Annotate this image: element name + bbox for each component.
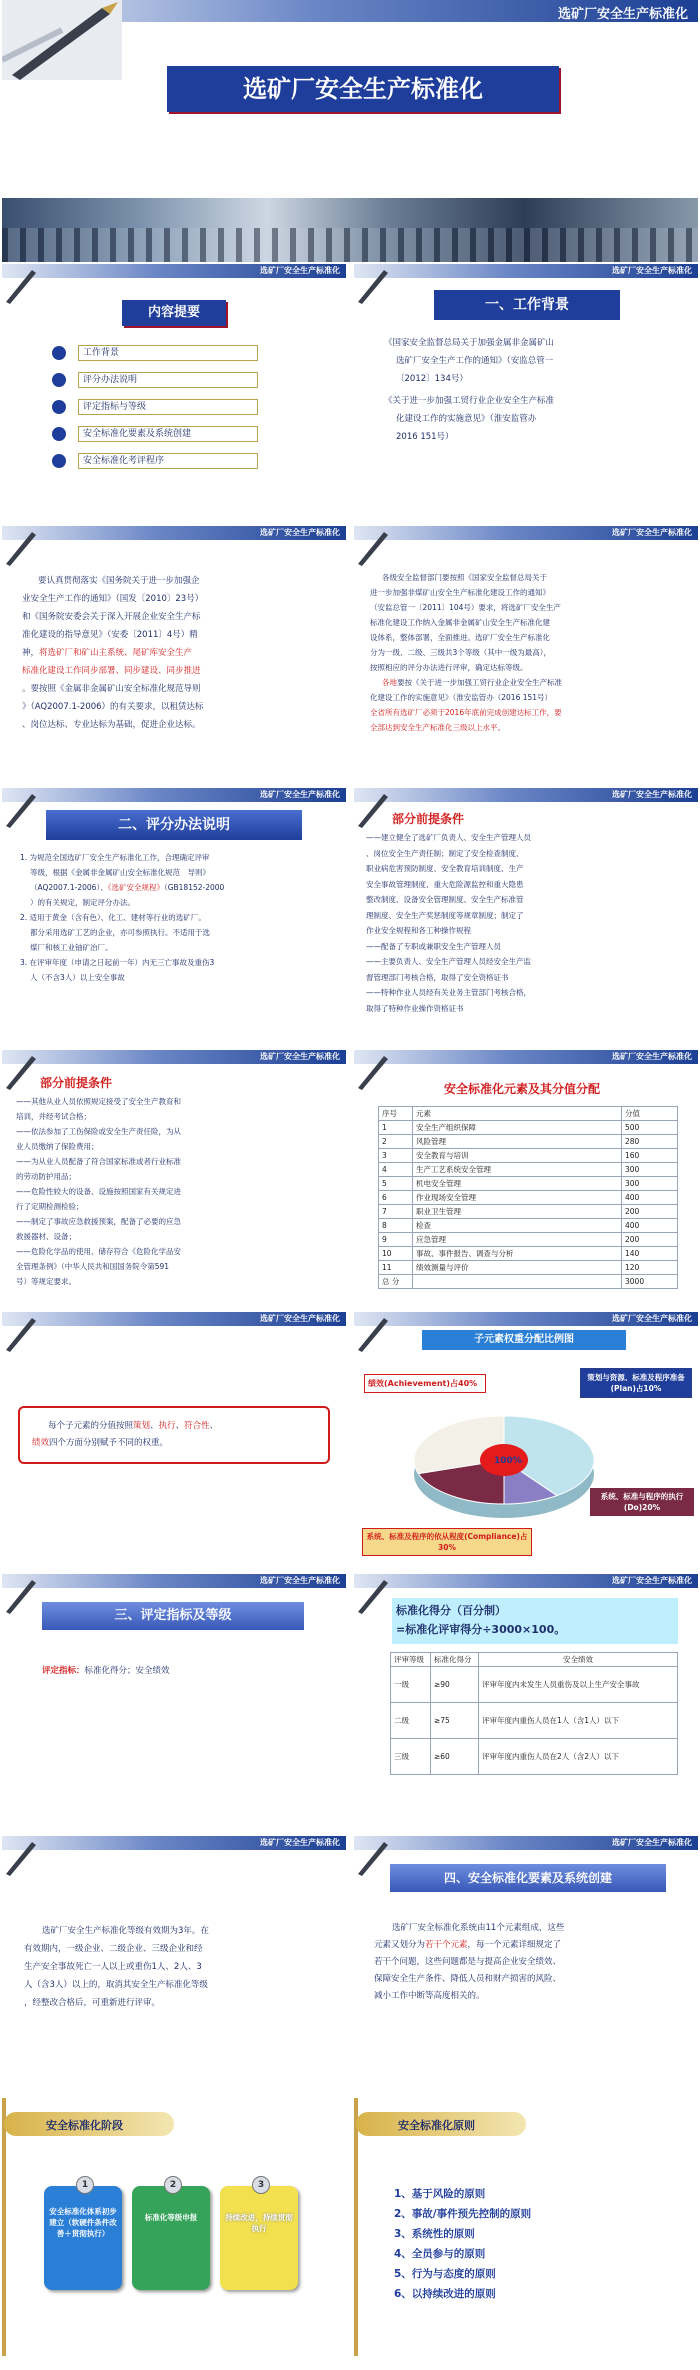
label-compliance: 系统、标准及程序的依从程度(Compliance)占30% [362, 1528, 532, 1556]
text-line: ——危险化学品的使用、储存符合《危险化学品安 [16, 1247, 181, 1256]
slide-principles [354, 2098, 698, 2356]
text-line: 2. 适用于黄金（含有色）、化工、建材等行业的选矿厂。 [20, 913, 206, 922]
text-line: 行了定期检测检验； [16, 1202, 84, 1211]
principle-item: 6、以持续改进的原则 [394, 2288, 496, 2300]
table-cell: 120 [622, 1261, 678, 1275]
table-row [379, 1149, 678, 1163]
pen-icon [354, 1574, 392, 1614]
pen-icon [354, 526, 392, 566]
text-line: 设体系，整体部署，全面推进。选矿厂安全生产标准化 [370, 633, 550, 642]
formula-line-1: 标准化得分（百分制） [396, 1604, 506, 1617]
table-row [379, 1261, 678, 1275]
table-cell: 检查 [413, 1219, 622, 1233]
text-line: 全管理条例》（中华人民共和国国务院令第591 [16, 1262, 170, 1271]
slide-prerequisites-1 [354, 788, 698, 1046]
text-run: 、 [175, 1421, 185, 1431]
text-line: 有效期内，一级企业、二级企业、三级企业和经 [24, 1944, 203, 1954]
text-line: 分为一级、二级、三级共3个等级（其中一级为最高）， [370, 648, 552, 657]
main-title: 选矿厂安全生产标准化 [167, 66, 559, 112]
bullet-icon [52, 346, 66, 360]
text-line: 和《国务院安委会关于深入开展企业安全生产标 [22, 612, 201, 622]
factory-photo-detail [2, 228, 698, 262]
table-cell: 二级 [391, 1703, 431, 1739]
text-run: 、 [150, 1421, 159, 1431]
stage-box-3 [220, 2186, 298, 2290]
text-line: 标准化建设工作纳入金属非金属矿山安全生产标准化建 [370, 618, 550, 627]
slide-scoring [2, 788, 346, 1046]
contents-item [52, 396, 302, 423]
text-run: 、 [209, 1421, 219, 1431]
slide-side-band [2, 2098, 6, 2356]
text-line-highlight: 全省所有选矿厂必须于2016年底前完成创建达标工作，要 [370, 708, 562, 717]
table-total-row [379, 1275, 678, 1289]
contents-item [52, 342, 302, 369]
pen-icon [354, 1836, 392, 1876]
table-cell: ≥90 [431, 1667, 479, 1703]
table-cell: 300 [622, 1163, 678, 1177]
evaluation-text [42, 1664, 322, 1678]
table-cell: 300 [622, 1177, 678, 1191]
slide-weights-chart [354, 1312, 698, 1570]
text-run-highlight: 策划 [133, 1421, 151, 1431]
slide-elements-table [354, 1050, 698, 1308]
stage-text-3: 持续改进，持续贯彻执行 [225, 2213, 293, 2233]
policy-text [370, 570, 692, 735]
text-line: 化建设工作的实施意见》（淮安监管办（2016 151号） [370, 693, 553, 702]
slide-header-title: 选矿厂安全生产标准化 [260, 528, 340, 537]
text-line: 的劳动防护用品； [16, 1172, 76, 1181]
text-line: （安监总管一〔2011〕104号）要求，将选矿厂安全生产 [370, 603, 561, 612]
text-line [22, 626, 334, 644]
text-line: 生产安全事故死亡一人以上或重伤1人、2人、3 [24, 1962, 202, 1972]
slide-grades [354, 1574, 698, 1832]
evaluation-value: 标准化得分；安全绩效 [84, 1666, 170, 1676]
slide-side-band [354, 2098, 358, 2356]
table-row [379, 1163, 678, 1177]
text-run: 神， [22, 648, 40, 658]
text-line [370, 675, 692, 690]
table-cell: 400 [622, 1219, 678, 1233]
grades-formula [392, 1598, 678, 1644]
pen-icon [354, 1050, 392, 1090]
text-line: 、岗位达标、专业达标为基础，促进企业达标。 [22, 720, 201, 730]
stage-number-icon: 2 [164, 2176, 182, 2194]
evaluation-title: 三、评定指标及等级 [42, 1602, 304, 1630]
text-line: ——建立健全了选矿厂负责人、安全生产管理人员 [366, 833, 531, 842]
slide-header-title: 选矿厂安全生产标准化 [557, 7, 688, 22]
table-cell: 400 [622, 1191, 678, 1205]
slide-background [354, 264, 698, 522]
weights-text [32, 1418, 322, 1452]
elements-table [378, 1106, 678, 1289]
table-header: 序号 [379, 1107, 413, 1121]
evaluation-label: 评定指标： [42, 1666, 85, 1676]
text-line: 若干个问题，这些问题都是与提高企业安全绩效、 [374, 1957, 562, 1967]
text-line: 《关于进一步加强工贸行业企业安全生产标准 [384, 396, 555, 406]
pen-icon [354, 264, 392, 304]
text-line-highlight: 全部达到安全生产标准化三级以上水平。 [370, 723, 505, 732]
table-row [379, 1191, 678, 1205]
text-line: 选矿厂安全生产标准化等级有效期为3年。在 [42, 1926, 209, 1936]
bullet-icon [52, 454, 66, 468]
text-line: 3. 在评审年度（申请之日起前一年）内无三亡事故及重伤3 [20, 958, 215, 967]
text-line: 1. 为规范全国选矿厂安全生产标准化工作，合理确定评审 [20, 853, 210, 862]
policy-text [22, 572, 334, 734]
table-cell: 安全教育与培训 [413, 1149, 622, 1163]
text-line: 保障安全生产条件、降低人员和财产损害的风险、 [374, 1974, 562, 1984]
text-line [20, 880, 340, 895]
text-line: ）的有关规定，制定评分办法。 [30, 898, 135, 907]
contents-item-label: 工作背景 [78, 345, 258, 361]
pen-icon [354, 1312, 392, 1352]
principle-item: 1、基于风险的原则 [394, 2188, 486, 2200]
table-cell: 500 [622, 1121, 678, 1135]
text-line: 培训，并经考试合格； [16, 1112, 91, 1121]
contents-item [52, 423, 302, 450]
pen-icon [2, 1836, 40, 1876]
table-row [379, 1219, 678, 1233]
table-cell: 2 [379, 1135, 413, 1149]
stage-text-2: 标准化等级申报 [144, 2213, 198, 2222]
slide-header-title: 选矿厂安全生产标准化 [260, 266, 340, 275]
table-cell: 应急管理 [413, 1233, 622, 1247]
table-cell: 事故、事件报告、调查与分析 [413, 1247, 622, 1261]
text-line: 》（AQ2007.1-2006）的有关要求，以租赁达标 [22, 702, 204, 712]
table-cell: 三级 [391, 1739, 431, 1775]
text-line: ——主要负责人、安全生产管理人员经安全生产监 [366, 957, 531, 966]
contents-item-label: 安全标准化考评程序 [78, 453, 258, 469]
text-run: 每个子元素的分值按照 [48, 1421, 134, 1431]
text-line: 都分采用选矿工艺的企业，亦可参照执行。不适用于选 [30, 928, 210, 937]
slide-title [2, 0, 698, 262]
background-text [384, 334, 684, 446]
text-line: 安全事故管理制度、重大危险源监控和重大隐患 [366, 879, 524, 889]
text-line: 《国家安全监督总局关于加强金属非金属矿山 [384, 338, 555, 348]
chart-title: 子元素权重分配比例图 [422, 1330, 626, 1350]
text-run-highlight: 《选矿安全规程》 [107, 883, 164, 892]
text-run: 要按《关于进一步加强工贸行业企业安全生产标准 [397, 678, 562, 687]
text-line: ，经整改合格后，可重新进行评审。 [24, 1998, 161, 2008]
contents-list [52, 342, 302, 477]
slide-policy-1 [2, 526, 346, 784]
scoring-title: 二、评分办法说明 [46, 810, 302, 840]
table-row [391, 1703, 678, 1739]
pen-icon [2, 264, 40, 304]
slide-system [354, 1836, 698, 2094]
table-header: 元素 [413, 1107, 622, 1121]
text-line: 等级，根据《金属非金属矿山安全标准化规范 导则》 [30, 868, 210, 877]
slide-header-title: 选矿厂安全生产标准化 [612, 1314, 692, 1323]
text-line: 进一步加强非煤矿山安全生产标准化建设工作的通知》 [370, 588, 550, 597]
text-line: 要认真贯彻落实《国务院关于进一步加强企 [38, 576, 200, 586]
text-line: 业人员缴纳了保险费用； [16, 1142, 99, 1151]
table-cell: 200 [622, 1205, 678, 1219]
text-line: 号）等规定要求。 [16, 1277, 76, 1286]
pen-icon [2, 1050, 40, 1090]
slide-validity [2, 1836, 346, 2094]
table-cell: ≥75 [431, 1703, 479, 1739]
text-line: ——特种作业人员经有关业务主管部门考核合格， [366, 988, 531, 997]
text-line: 人（含3人）以上的，取消其安全生产标准化等级 [24, 1980, 208, 1990]
pen-icon [2, 788, 40, 828]
table-cell: 职业卫生管理 [413, 1205, 622, 1219]
text-line: 各级安全监督部门要按照《国家安全监督总局关于 [382, 573, 547, 582]
table-header-row [391, 1653, 678, 1667]
slide-header-title: 选矿厂安全生产标准化 [612, 1576, 692, 1585]
table-row [379, 1121, 678, 1135]
text-line: 理制度、安全生产奖惩制度等规章制度；制定了 [366, 910, 524, 920]
table-cell: 作业现场安全管理 [413, 1191, 622, 1205]
pen-icon [2, 1312, 40, 1352]
text-line: 选矿厂安全标准化系统由11个元素组成，这些 [392, 1923, 565, 1933]
table-cell: 评审年度内未发生人员重伤及以上生产安全事故 [479, 1667, 678, 1703]
table-cell: 安全生产组织保障 [413, 1121, 622, 1135]
principles-list [394, 2184, 674, 2304]
label-achievement: 绩效(Achievement)占40% [364, 1374, 486, 1393]
prerequisites-title: 部分前提条件 [40, 1076, 113, 1090]
text-run: 准化建设的指导意见》（安委〔2011〕4号）精 [22, 630, 198, 640]
elements-table-title: 安全标准化元素及其分值分配 [444, 1082, 601, 1096]
text-run-highlight: 若干个元素 [425, 1940, 468, 1950]
prerequisites-title: 部分前提条件 [392, 812, 465, 826]
table-cell: 4 [379, 1163, 413, 1177]
table-cell: 风险管理 [413, 1135, 622, 1149]
stages-title: 安全标准化阶段 [46, 2119, 123, 2132]
principle-item: 3、系统性的原则 [394, 2228, 475, 2240]
contents-item-label: 评分办法说明 [78, 372, 258, 388]
table-cell: ≥60 [431, 1739, 479, 1775]
pen-icon [354, 788, 392, 828]
text-line: ——制定了事故应急救援预案，配备了必要的应急 [16, 1217, 181, 1226]
text-run: 四个方面分别赋予不同的权重。 [49, 1438, 169, 1448]
label-plan: 策划与资源、标准及程序准备(Plan)占10% [580, 1368, 692, 1398]
bullet-icon [52, 427, 66, 441]
table-header: 分值 [622, 1107, 678, 1121]
slide-contents [2, 264, 346, 522]
text-line: 人（不含3人）以上安全事故 [30, 973, 125, 982]
table-cell: 评审年度内重伤人员在1人（含1人）以下 [479, 1703, 678, 1739]
table-cell: 7 [379, 1205, 413, 1219]
text-run: 元素又划分为 [374, 1940, 426, 1950]
table-cell: 生产工艺系统安全管理 [413, 1163, 622, 1177]
text-run-highlight: 符合性 [184, 1421, 210, 1431]
bullet-icon [52, 373, 66, 387]
text-line: 、岗位安全生产责任制；制定了安全检查制度、 [366, 848, 524, 858]
pie-center-label: 100% [494, 1456, 522, 1466]
principle-item: 4、全员参与的原则 [394, 2248, 486, 2260]
text-line [22, 644, 334, 662]
table-header: 评审等级 [391, 1653, 431, 1667]
slide-stages [2, 2098, 346, 2356]
table-row [379, 1135, 678, 1149]
text-line [374, 1937, 688, 1954]
text-run: （AQ2007.1-2006）、 [30, 883, 108, 892]
table-row [391, 1667, 678, 1703]
text-line [32, 1418, 322, 1435]
text-line: ——为从业人员配备了符合国家标准或者行业标准 [16, 1157, 181, 1166]
text-line [32, 1435, 322, 1452]
table-cell: 200 [622, 1233, 678, 1247]
contents-item-label: 评定指标与等级 [78, 399, 258, 415]
table-cell: 140 [622, 1247, 678, 1261]
table-row [391, 1739, 678, 1775]
table-cell: 绩效测量与评价 [413, 1261, 622, 1275]
pen-icon [2, 1574, 40, 1614]
system-title: 四、安全标准化要素及系统创建 [390, 1864, 666, 1892]
text-line: 作业安全规程和各工种操作规程 [366, 926, 471, 935]
text-line: 〔2012〕134号） [396, 374, 468, 384]
text-line: ——危险性较大的设备、设施按照国家有关规定进 [16, 1187, 181, 1196]
pen-icon [2, 526, 40, 566]
table-header: 标准化得分 [431, 1653, 479, 1667]
text-line: ——依法参加了工伤保险或安全生产责任险，为从 [16, 1127, 181, 1136]
stage-number-icon: 3 [252, 2176, 270, 2194]
prerequisites-text [366, 830, 692, 1016]
stage-text-1: 安全标准化体系初步建立（软硬件条件改善＋贯彻执行） [49, 2207, 117, 2238]
table-cell: 1 [379, 1121, 413, 1135]
slide-policy-2 [354, 526, 698, 784]
slide-weights-text [2, 1312, 346, 1570]
slide-header-title: 选矿厂安全生产标准化 [612, 1052, 692, 1061]
grades-table [390, 1652, 678, 1775]
text-run-highlight: 将选矿厂和矿山主系统、尾矿库安全生产 [39, 648, 193, 658]
table-cell: 280 [622, 1135, 678, 1149]
table-header: 安全绩效 [479, 1653, 678, 1667]
principle-item: 2、事故/事件预先控制的原则 [394, 2208, 532, 2220]
text-line-highlight: 标准化建设工作同步部署、同步建设、同步推进 [22, 666, 201, 676]
text-line: 职业病危害预防制度、安全教育培训制度、生产 [366, 864, 524, 873]
slide-header-title: 选矿厂安全生产标准化 [260, 1838, 340, 1847]
text-line: 取得了特种作业操作资格证书 [366, 1003, 464, 1013]
text-run: ，每一个元素详细规定了 [467, 1940, 562, 1950]
slide-header-title: 选矿厂安全生产标准化 [260, 790, 340, 799]
text-run-highlight: 执行 [158, 1421, 176, 1431]
slide-header-title: 选矿厂安全生产标准化 [612, 266, 692, 275]
text-run-highlight: 各地 [382, 678, 397, 687]
formula-line-2: =标准化评审得分÷3000×100。 [396, 1623, 566, 1636]
table-header-row [379, 1107, 678, 1121]
contents-item [52, 450, 302, 477]
table-cell: 5 [379, 1177, 413, 1191]
validity-text [24, 1922, 336, 2012]
text-line: 煤厂和核工业铀矿冶厂。 [30, 943, 113, 952]
slide-evaluation [2, 1574, 346, 1832]
text-run: （GB18152-2000 [163, 883, 225, 892]
table-cell: 11 [379, 1261, 413, 1275]
table-cell: 评审年度内重伤人员在2人（含2人）以下 [479, 1739, 678, 1775]
table-row [379, 1247, 678, 1261]
table-cell: 一级 [391, 1667, 431, 1703]
text-line: 整改制度、设备安全管理制度、安全生产标准管 [366, 895, 524, 904]
stage-box-2 [132, 2186, 210, 2290]
table-cell: 8 [379, 1219, 413, 1233]
text-line: 救援器材、设备； [16, 1232, 76, 1241]
stage-number-icon: 1 [76, 2176, 94, 2194]
text-line: 化建设工作的实施意见》（淮安监管办 [396, 414, 537, 424]
table-row [379, 1205, 678, 1219]
principles-title: 安全标准化原则 [398, 2119, 475, 2132]
prerequisites-text [16, 1094, 342, 1289]
text-line: 业安全生产工作的通知》（国发〔2010〕23号） [22, 594, 204, 604]
table-cell: 9 [379, 1233, 413, 1247]
principle-item: 5、行为与态度的原则 [394, 2268, 496, 2280]
table-cell [413, 1275, 622, 1289]
text-line: 按照相应的评分办法进行评审，确定达标等级。 [370, 663, 528, 672]
slide-header-title: 选矿厂安全生产标准化 [612, 1838, 692, 1847]
table-cell: 机电安全管理 [413, 1177, 622, 1191]
text-line: 督管理部门考核合格，取得了安全资格证书 [366, 972, 509, 982]
text-run-highlight: 绩效 [32, 1438, 50, 1448]
table-cell: 3000 [622, 1275, 678, 1289]
table-row [379, 1177, 678, 1191]
text-line: 减小工作中断等高度相关的。 [374, 1991, 485, 2001]
contents-title: 内容提要 [122, 300, 226, 326]
slide-header-title: 选矿厂安全生产标准化 [260, 1314, 340, 1323]
slide-prerequisites-2 [2, 1050, 346, 1308]
label-do: 系统、标准与程序的执行(Do)20% [590, 1488, 694, 1516]
contents-item [52, 369, 302, 396]
slide-header-title: 选矿厂安全生产标准化 [260, 1052, 340, 1061]
table-cell: 总 分 [379, 1275, 413, 1289]
pen-icon [2, 0, 122, 80]
background-title: 一、工作背景 [434, 290, 620, 320]
scoring-text [20, 850, 340, 985]
table-cell: 160 [622, 1149, 678, 1163]
slide-header-title: 选矿厂安全生产标准化 [612, 528, 692, 537]
text-line: 选矿厂安全生产工作的通知》（安监总管一 [396, 356, 554, 366]
text-line: 。要按照《金属非金属矿山安全标准化规范导则 [22, 684, 201, 694]
contents-item-label: 安全标准化要素及系统创建 [78, 426, 258, 442]
text-line: ——配备了专职或兼职安全生产管理人员 [366, 941, 501, 951]
table-cell: 3 [379, 1149, 413, 1163]
text-line: 2016 151号） [396, 432, 454, 442]
table-row [379, 1233, 678, 1247]
table-cell: 6 [379, 1191, 413, 1205]
text-line: ——其他从业人员依照规定接受了安全生产教育和 [16, 1097, 181, 1106]
slide-header-title: 选矿厂安全生产标准化 [260, 1576, 340, 1585]
slide-header-title: 选矿厂安全生产标准化 [612, 790, 692, 799]
bullet-icon [52, 400, 66, 414]
table-cell: 10 [379, 1247, 413, 1261]
system-text [374, 1920, 688, 2005]
